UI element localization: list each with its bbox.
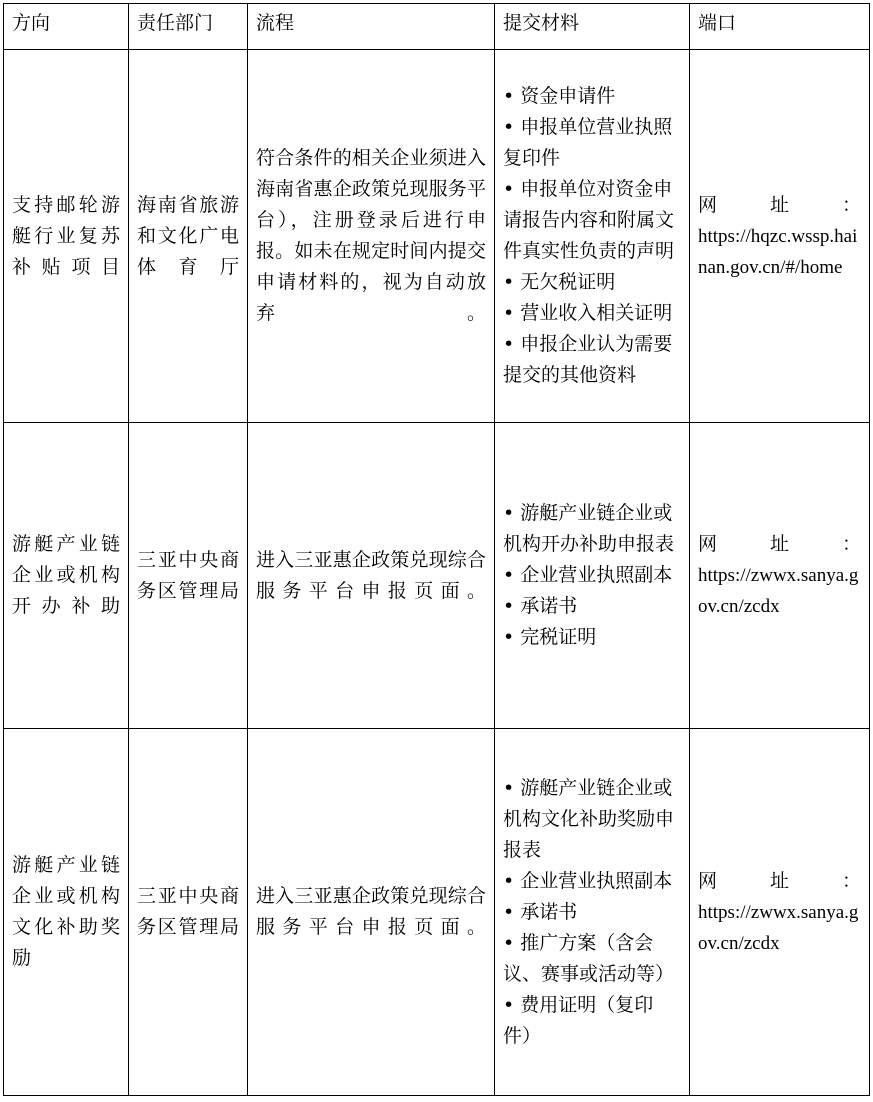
table-row bbox=[4, 423, 870, 729]
cell-port bbox=[690, 423, 870, 729]
material-item: • 完税证明 bbox=[503, 622, 681, 653]
header-port: 端口 bbox=[690, 4, 870, 50]
port-label: 网 址 ： bbox=[698, 533, 861, 555]
material-item: • 承诺书 bbox=[503, 591, 681, 622]
port-label: 网 址 ： bbox=[698, 193, 861, 216]
header-process: 流程 bbox=[248, 4, 495, 50]
port-url-link[interactable]: https://hqzc.wssp.hainan.gov.cn/#/home bbox=[698, 225, 858, 278]
material-item: • 推广方案（含会议、赛事或活动等） bbox=[503, 928, 681, 990]
cell-materials bbox=[495, 423, 690, 729]
cell-department: 三亚中央商务区管理局 bbox=[129, 423, 248, 729]
header-direction: 方向 bbox=[4, 4, 129, 50]
port-label: 网 址 ： bbox=[698, 869, 861, 892]
cell-department: 海南省旅游和文化广电体育厅 bbox=[129, 50, 248, 423]
material-item: • 申报企业认为需要提交的其他资料 bbox=[503, 329, 681, 391]
material-item: • 承诺书 bbox=[503, 897, 681, 928]
cell-direction: 支持邮轮游艇行业复苏补贴项目 bbox=[4, 50, 129, 423]
table-row bbox=[4, 50, 870, 423]
material-item: • 游艇产业链企业或机构开办补助申报表 bbox=[503, 498, 681, 560]
port-url-link[interactable]: https://zwwx.sanya.gov.cn/zcdx bbox=[698, 565, 859, 617]
material-item: • 企业营业执照副本 bbox=[503, 560, 681, 591]
cell-port bbox=[690, 50, 870, 423]
material-item: • 申报单位营业执照复印件 bbox=[503, 112, 681, 174]
header-row bbox=[4, 4, 870, 50]
material-item: • 游艇产业链企业或机构文化补助奖励申报表 bbox=[503, 773, 681, 866]
header-department: 责任部门 bbox=[129, 4, 248, 50]
header-materials: 提交材料 bbox=[495, 4, 690, 50]
cell-department: 三亚中央商务区管理局 bbox=[129, 729, 248, 1096]
cell-process: 进入三亚惠企政策兑现综合服务平台申报页面。 bbox=[248, 729, 495, 1096]
table-row bbox=[4, 729, 870, 1096]
cell-materials bbox=[495, 729, 690, 1096]
cell-process: 进入三亚惠企政策兑现综合服务平台申报页面。 bbox=[248, 423, 495, 729]
material-item: • 无欠税证明 bbox=[503, 267, 681, 298]
cell-direction: 游艇产业链企业或机构文化补助奖励 bbox=[4, 729, 129, 1096]
cell-materials bbox=[495, 50, 690, 423]
policy-table bbox=[3, 3, 870, 1096]
cell-process: 符合条件的相关企业须进入海南省惠企政策兑现服务平台），注册登录后进行申报。如未在规定时间内提交申请材料的，视为自动放弃。 bbox=[248, 50, 495, 423]
cell-port bbox=[690, 729, 870, 1096]
material-item: • 企业营业执照副本 bbox=[503, 866, 681, 897]
material-item: • 营业收入相关证明 bbox=[503, 298, 681, 329]
cell-direction: 游艇产业链企业或机构开办补助 bbox=[4, 423, 129, 729]
port-url-link[interactable]: https://zwwx.sanya.gov.cn/zcdx bbox=[698, 901, 859, 954]
material-item: • 申报单位对资金申请报告内容和附属文件真实性负责的声明 bbox=[503, 174, 681, 267]
material-item: • 资金申请件 bbox=[503, 81, 681, 112]
material-item: • 费用证明（复印件） bbox=[503, 990, 681, 1052]
